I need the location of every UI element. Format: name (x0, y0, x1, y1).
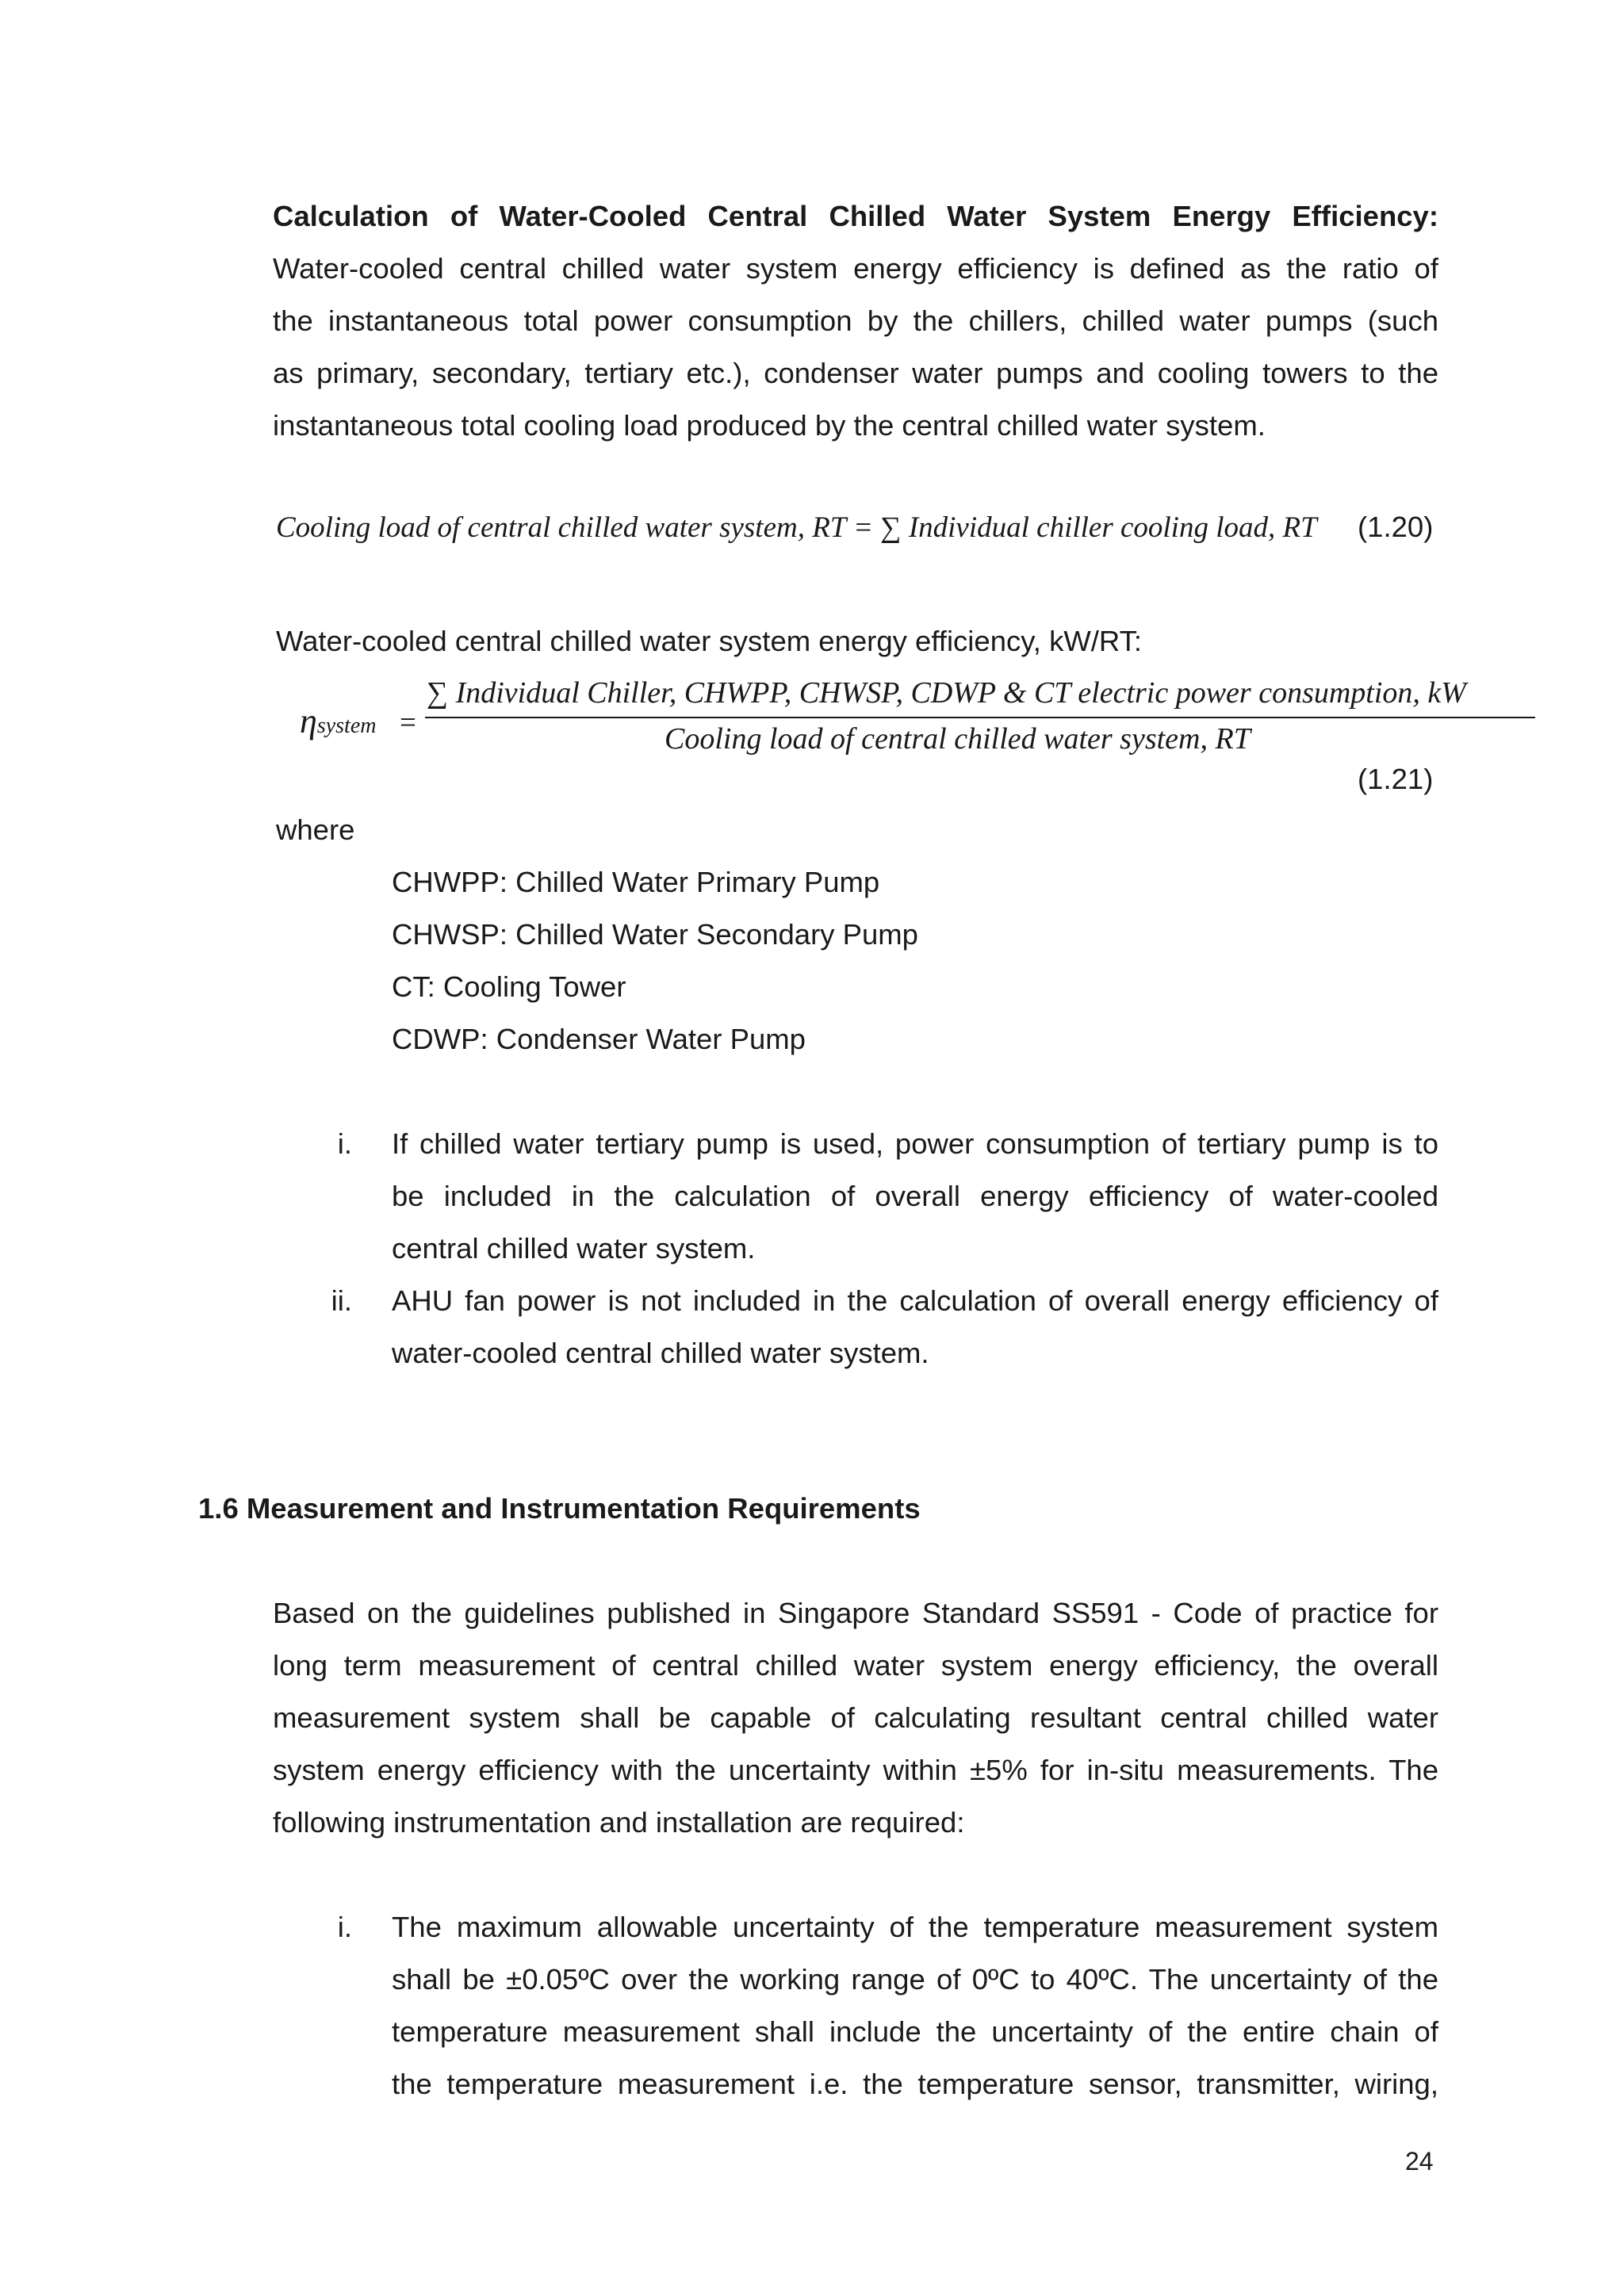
section-heading-calculation: Calculation of Water-Cooled Central Chilled Water System Energy Efficiency: (273, 200, 1438, 232)
paragraph-line: long term measurement of central chilled water system energy efficiency, the overall (273, 1649, 1438, 1682)
list-item-line: If chilled water tertiary pump is used, power consumption of tertiary pump is to (392, 1127, 1438, 1160)
abbreviation-item: CHWSP: Chilled Water Secondary Pump (392, 918, 918, 951)
paragraph-line: Based on the guidelines published in Singapore Standard SS591 - Code of practice for (273, 1597, 1438, 1629)
list-item-line: the temperature measurement i.e. the temperature sensor, transmitter, wiring, (392, 2068, 1438, 2100)
paragraph-line: instantaneous total cooling load produced by the central chilled water system. (273, 409, 1266, 442)
paragraph-line: system energy efficiency with the uncertainty within ±5% for in-situ measurements. The (273, 1754, 1438, 1786)
paragraph-line: following instrumentation and installation are required: (273, 1806, 965, 1839)
list-item-line: be included in the calculation of overall energy efficiency of water-cooled (392, 1180, 1438, 1212)
equation-number-1-20: (1.20) (1358, 511, 1434, 543)
eta-letter: η (300, 702, 317, 740)
paragraph-line: as primary, secondary, tertiary etc.), condenser water pumps and cooling towers to the (273, 357, 1438, 389)
list-item-line: water-cooled central chilled water system. (392, 1337, 929, 1369)
fraction-bar (425, 717, 1535, 718)
section-heading-1-6: 1.6 Measurement and Instrumentation Requirements (198, 1492, 921, 1525)
list-item-line: central chilled water system. (392, 1232, 756, 1265)
where-label: where (276, 813, 355, 846)
fraction-denominator: Cooling load of central chilled water system, RT (665, 722, 1251, 756)
list-marker: i. (337, 1127, 352, 1160)
abbreviation-item: CDWP: Condenser Water Pump (392, 1023, 806, 1055)
paragraph-line: the instantaneous total power consumption by the chillers, chilled water pumps (such (273, 304, 1438, 337)
eta-symbol (300, 701, 376, 741)
list-item-line: AHU fan power is not included in the calculation of overall energy efficiency of (392, 1284, 1438, 1317)
list-marker: ii. (331, 1284, 352, 1317)
list-marker: i. (337, 1911, 352, 1943)
equation-number-1-21: (1.21) (1358, 763, 1434, 795)
page-number: 24 (1405, 2147, 1434, 2175)
abbreviation-item: CHWPP: Chilled Water Primary Pump (392, 866, 880, 898)
list-item-line: shall be ±0.05ºC over the working range of 0ºC to 40ºC. The uncertainty of the (392, 1963, 1438, 1996)
equation-1-20: Cooling load of central chilled water system, RT = ∑ Individual chiller cooling load, RT (276, 511, 1317, 544)
list-item-line: The maximum allowable uncertainty of the temperature measurement system (392, 1911, 1438, 1943)
eta-subscript: system (316, 714, 377, 738)
paragraph-line: measurement system shall be capable of calculating resultant central chilled water (273, 1701, 1438, 1734)
equals-sign: = (400, 706, 416, 739)
list-item-line: temperature measurement shall include the uncertainty of the entire chain of (392, 2015, 1438, 2048)
fraction-numerator: ∑ Individual Chiller, CHWPP, CHWSP, CDWP & CT electric power consumption, kW (427, 676, 1466, 710)
equation-label-1-21: Water-cooled central chilled water system energy efficiency, kW/RT: (276, 625, 1143, 657)
paragraph-line: Water-cooled central chilled water system energy efficiency is defined as the ratio of (273, 252, 1438, 285)
abbreviation-item: CT: Cooling Tower (392, 970, 626, 1003)
